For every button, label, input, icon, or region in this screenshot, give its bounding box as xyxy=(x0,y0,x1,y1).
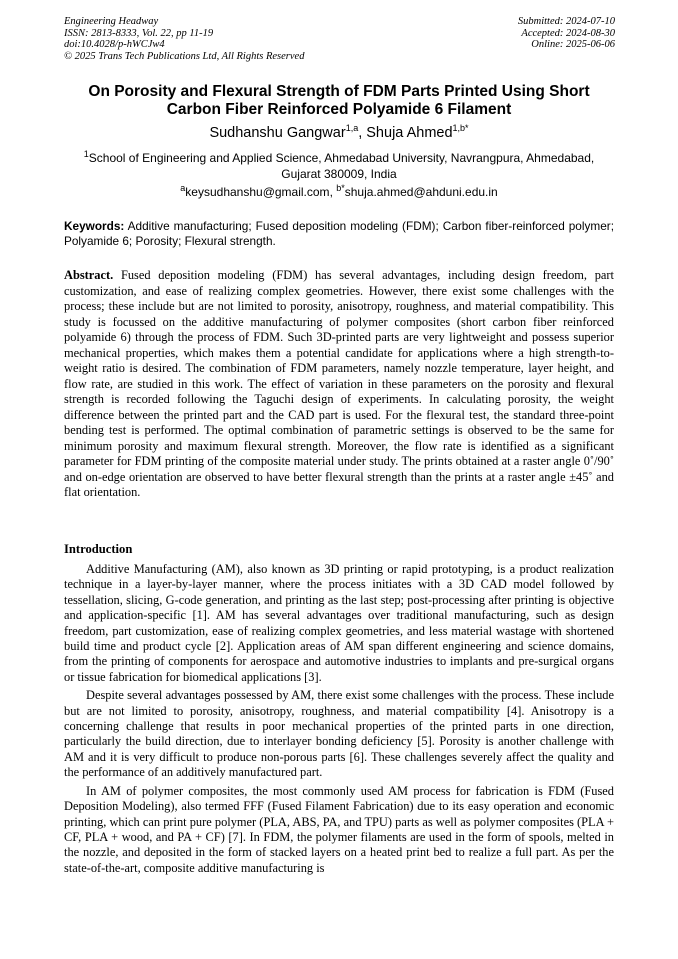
author-superscript: 1,b* xyxy=(452,123,469,134)
online-date: Online: 2025-06-06 xyxy=(531,39,615,50)
keywords-label: Keywords: xyxy=(64,219,125,233)
introduction-body xyxy=(64,562,614,879)
paper-title: On Porosity and Flexural Strength of FDM Parts Printed Using Short Carbon Fiber Reinforced Polyamide 6 Filament xyxy=(88,83,590,118)
email-separator: , xyxy=(329,185,337,199)
keywords-text: Additive manufacturing; Fused deposition modeling (FDM); Carbon fiber-reinforced polymer; Polyamide 6; Porosity; Flexural strength. xyxy=(64,219,614,248)
author-superscript: 1,a xyxy=(345,123,359,134)
email-line xyxy=(64,185,614,199)
email-superscript: b* xyxy=(336,183,345,193)
author-separator: , xyxy=(358,125,367,141)
journal-header-left xyxy=(64,16,304,62)
journal-name: Engineering Headway xyxy=(64,16,159,27)
copyright-line: © 2025 Trans Tech Publications Ltd, All Rights Reserved xyxy=(64,50,305,62)
accepted-date: Accepted: 2024-08-30 xyxy=(521,27,615,39)
doi-line: doi:10.4028/p-hWCJw4 xyxy=(64,39,165,50)
author-name: Sudhanshu Gangwar xyxy=(209,125,346,141)
journal-header-right xyxy=(518,16,615,51)
author-name: Shuja Ahmed xyxy=(366,125,453,141)
body-paragraph: Despite several advantages possessed by AM, there exist some challenges with the process. These include but are not limited to porosity, anisotropy, roughness, and material compatibility [4]. Anisotropy is a concerning challenge that results in poor mechanical properties of the printed parts in one direction, particularly the build direction, due to interlayer bonding deficiency [5]. Porosity is another challenge with AM and it is very difficult to produce non-porous parts [6]. These challenges severely affect the quality and the performance of an additively manufactured part. xyxy=(64,688,614,780)
email-link[interactable]: shuja.ahmed@ahduni.edu.in xyxy=(344,185,498,199)
affiliation-text: School of Engineering and Applied Science, Ahmedabad University, Navrangpura, Ahmedabad, Gujarat 380009, India xyxy=(88,151,595,181)
abstract-block xyxy=(64,268,614,501)
author-line xyxy=(64,125,614,141)
section-heading-introduction: Introduction xyxy=(64,542,133,556)
affiliation xyxy=(64,150,614,182)
email-link[interactable]: keysudhanshu@gmail.com xyxy=(185,185,330,199)
keywords-block xyxy=(64,219,614,249)
body-paragraph: Additive Manufacturing (AM), also known as 3D printing or rapid prototyping, is a product realization technique in a layer-by-layer manner, where the process initiates with a 3D CAD model followed by tessellation, slicing, G-code generation, and printing as the last step; post-processing after printing is objective and application-specific [1]. AM has several advantages over traditional manufacturing, such as design freedom, part customization, ease of realizing complex geometries, and less material wastage with shortened build time and product cycle [2]. Application areas of AM span different engineering and science domains, from the printing of components for aerospace and automotive industries to implants and pre-surgical organs or tissue fabrication for biomedical applications [3]. xyxy=(64,562,614,684)
body-paragraph: In AM of polymer composites, the most commonly used AM process for fabrication is FDM (Fused Deposition Modeling), also termed FFF (Fused Filament Fabrication) due to its easy operation and economic printing, which can print pure polymer (PLA, ABS, PA, and TPU) parts as well as polymer composites (PLA + CF, PLA + wood, and PA + CF) [7]. In FDM, the polymer filaments are used in the form of spools, melted in the nozzle, and deposited in the form of stacked layers on a heated print bed to realize a full part. As per the state-of-the-art, composite additive manufacturing is xyxy=(64,783,614,875)
abstract-label: Abstract. xyxy=(64,268,114,282)
submitted-date: Submitted: 2024-07-10 xyxy=(517,16,615,27)
email-superscript: a xyxy=(180,183,186,193)
affiliation-superscript: 1 xyxy=(83,149,89,159)
issn-line: ISSN: 2813-8333, Vol. 22, pp 11-19 xyxy=(64,27,214,39)
abstract-text: Fused deposition modeling (FDM) has several advantages, including design freedom, part customization, and ease of realizing complex geometries. However, there exist some challenges with the process; these include but are not limited to porosity, anisotropy, roughness, and material compatibility. This study is focussed on the additive manufacturing of polymer composites (short carbon fiber reinforced polyamide 6) through the process of FDM. Such 3D-printed parts are very lightweight and possess superior mechanical properties, which makes them a potential candidate for applications where a high strength-to-weight ratio is desired. The combination of FDM parameters, namely nozzle temperature, layer height, and flow rate, are studied in this work. The effect of variation in these parameters on the porosity and flexural strength is recorded following the Taguchi design of experiments. In calculating porosity, the weight difference between the printed part and the CAD part is used. For the flexural test, the standard three-point bending test is performed. The optimal combination of parametric settings is observed to be the same for minimum porosity and maximum flexural strength. Moreover, the flow rate is identified as a significant parameter for FDM printing of the composite material under study. The prints obtained at a raster angle 0˚/90˚ and on-edge orientation are observed to have better flexural strength than the prints at a raster angle ±45˚ and flat orientation. xyxy=(64,268,615,499)
